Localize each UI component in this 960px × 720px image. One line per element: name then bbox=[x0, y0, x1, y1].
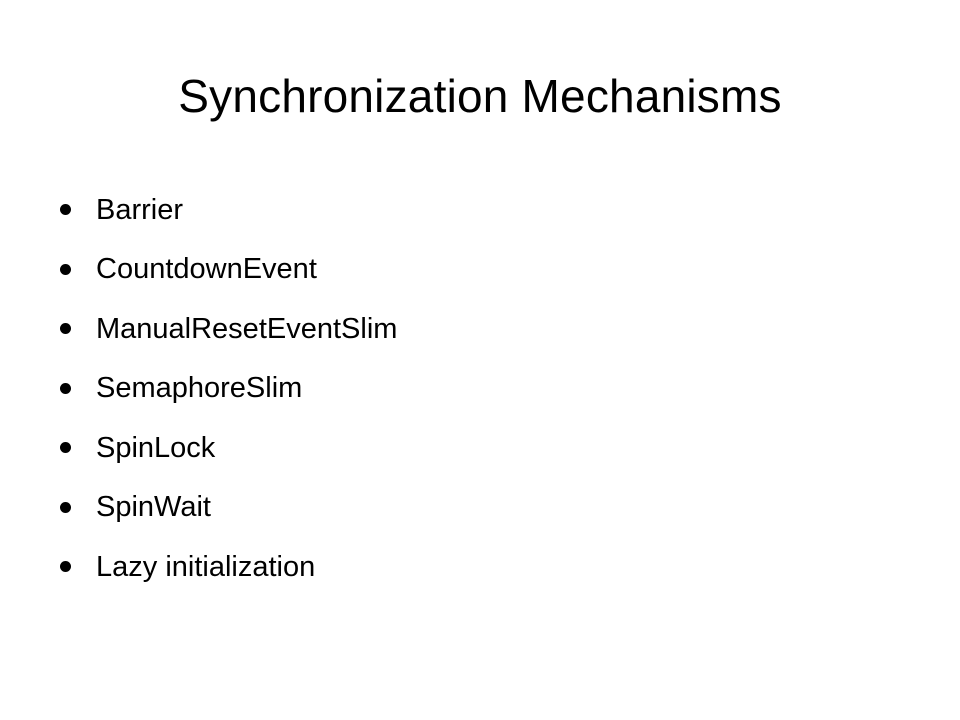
bullet-item bbox=[60, 299, 397, 359]
bullet-item bbox=[60, 418, 397, 478]
bullet-dot-icon bbox=[60, 264, 71, 275]
bullet-text: Barrier bbox=[96, 193, 184, 226]
bullet-text: SemaphoreSlim bbox=[96, 372, 303, 405]
bullet-dot-icon bbox=[60, 442, 71, 453]
slide-title: Synchronization Mechanisms bbox=[178, 70, 782, 122]
bullet-text: SpinWait bbox=[96, 491, 211, 524]
bullet-text: Lazy initialization bbox=[96, 550, 316, 583]
bullet-text: SpinLock bbox=[96, 431, 216, 464]
bullet-item bbox=[60, 478, 397, 538]
bullet-item bbox=[60, 537, 397, 597]
bullet-dot-icon bbox=[60, 502, 71, 513]
bullet-item bbox=[60, 359, 397, 419]
bullet-dot-icon bbox=[60, 323, 71, 334]
bullet-item bbox=[60, 240, 397, 300]
bullet-item bbox=[60, 180, 397, 240]
bullet-dot-icon bbox=[60, 204, 71, 215]
bullet-text: CountdownEvent bbox=[96, 253, 317, 286]
bullet-text: ManualResetEventSlim bbox=[96, 312, 398, 345]
bullet-dot-icon bbox=[60, 383, 71, 394]
bullet-dot-icon bbox=[60, 561, 71, 572]
bullet-list bbox=[60, 180, 397, 597]
